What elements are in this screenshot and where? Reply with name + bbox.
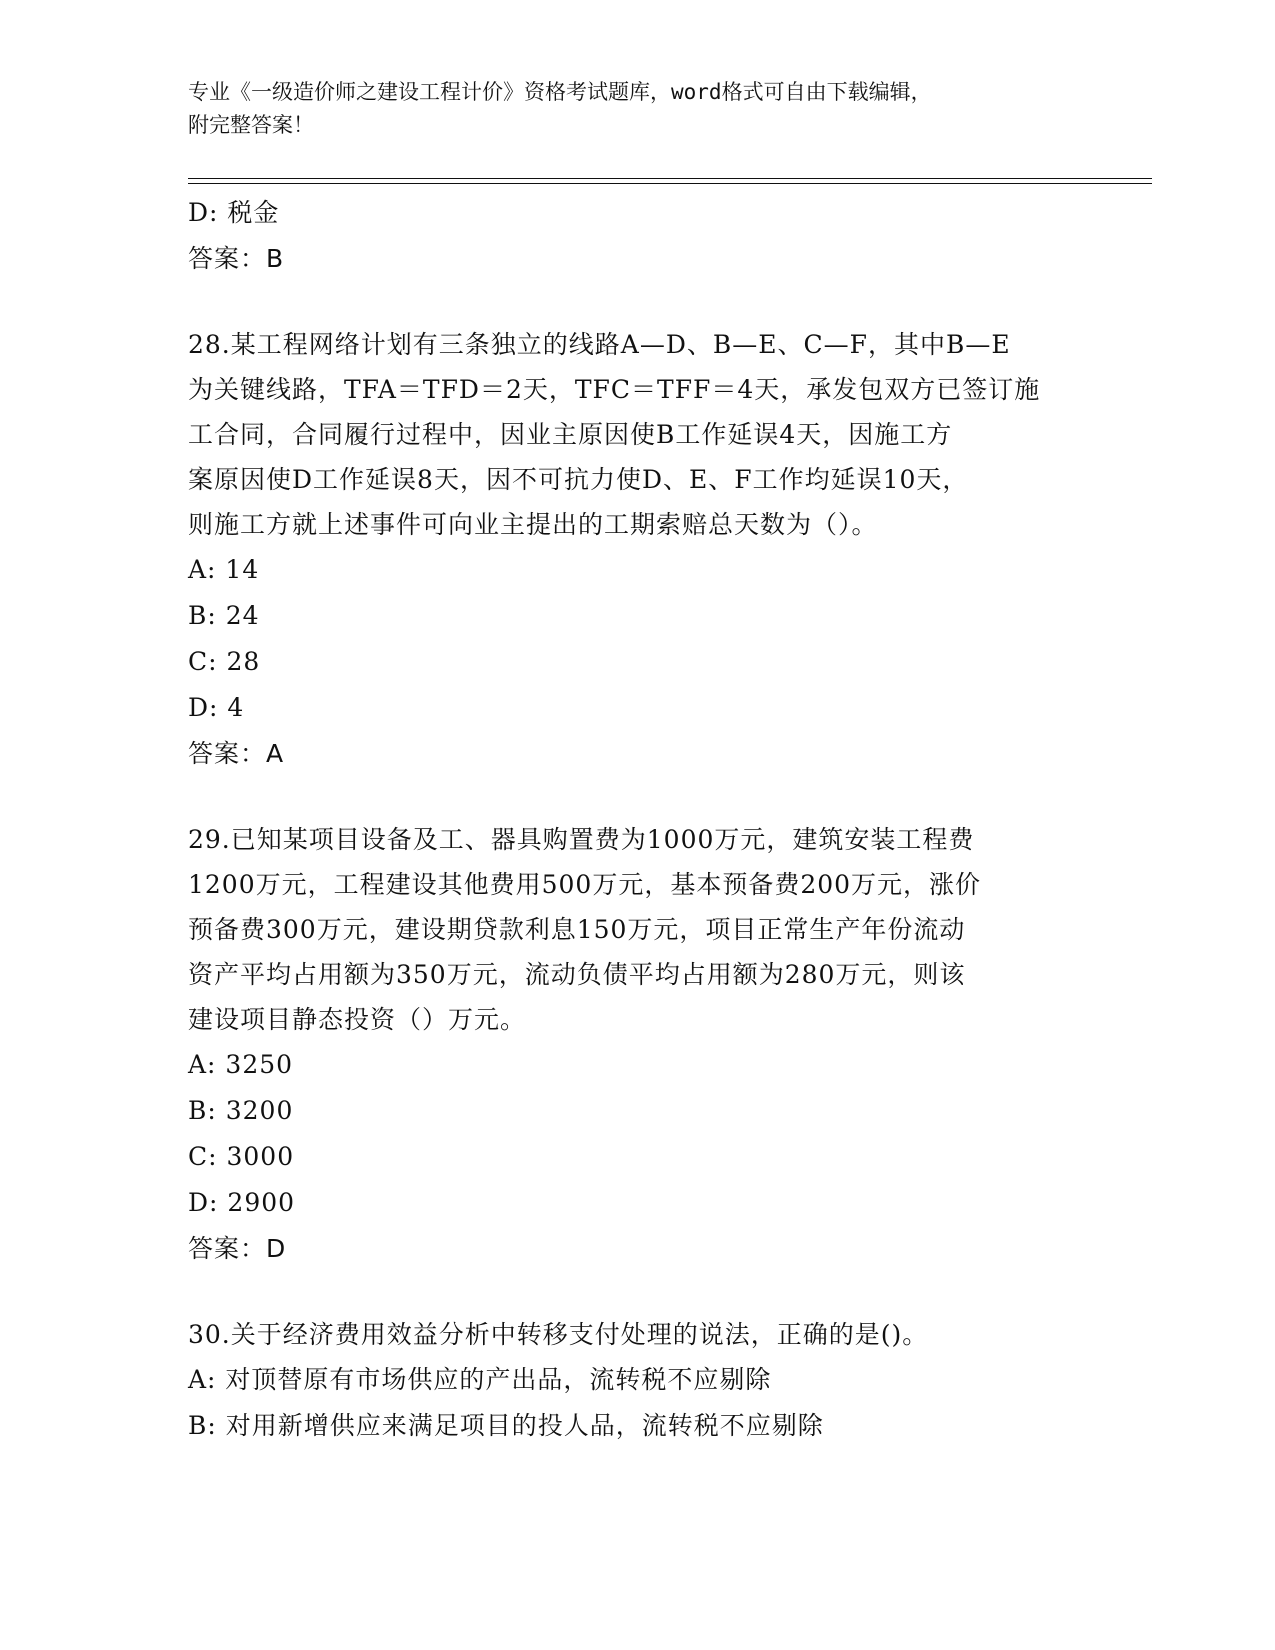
q28-option-d: D: 4 <box>188 693 245 722</box>
header-line-2: 附完整答案！ <box>188 113 314 137</box>
q29-stem-line: 1200万元，工程建设其他费用500万元，基本预备费200万元，涨价 <box>188 870 982 899</box>
q28-stem-line: 28.某工程网络计划有三条独立的线路A—D、B—E、C—F，其中B—E <box>188 330 1011 359</box>
q27-answer: 答案：B <box>188 244 285 273</box>
document-header <box>188 76 1068 142</box>
q29-option-d: D: 2900 <box>188 1188 296 1217</box>
q30-stem <box>188 1312 1088 1357</box>
q29-stem-line: 建设项目静态投资（）万元。 <box>188 1005 527 1034</box>
q30-option-b: B: 对用新增供应来满足项目的投人品，流转税不应剔除 <box>188 1411 824 1440</box>
q28-stem-line: 则施工方就上述事件可向业主提出的工期索赔总天数为（）。 <box>188 510 878 539</box>
question-content <box>188 190 1088 1449</box>
spacer <box>188 282 1088 322</box>
q28-option-c: C: 28 <box>188 647 261 676</box>
q29-option-c: C: 3000 <box>188 1142 295 1171</box>
q29-stem <box>188 817 1088 1042</box>
q29-stem-line: 资产平均占用额为350万元，流动负债平均占用额为280万元，则该 <box>188 960 966 989</box>
q29-stem-line: 预备费300万元，建设期贷款利息150万元，项目正常生产年份流动 <box>188 915 966 944</box>
q28-stem <box>188 322 1088 547</box>
q28-stem-line: 案原因使D工作延误8天，因不可抗力使D、E、F工作均延误10天， <box>188 465 969 494</box>
q29-stem-line: 29.已知某项目设备及工、器具购置费为1000万元，建筑安装工程费 <box>188 825 975 854</box>
q29-answer: 答案：D <box>188 1234 287 1263</box>
spacer <box>188 1272 1088 1312</box>
q29-option-a: A: 3250 <box>188 1050 294 1079</box>
q28-answer: 答案：A <box>188 739 285 768</box>
q27-option-d: D: 税金 <box>188 198 280 227</box>
q30-stem-line: 30.关于经济费用效益分析中转移支付处理的说法，正确的是()。 <box>188 1320 929 1349</box>
q29-option-b: B: 3200 <box>188 1096 294 1125</box>
header-divider-bottom <box>188 183 1152 184</box>
q28-option-b: B: 24 <box>188 601 260 630</box>
q30-option-a: A: 对顶替原有市场供应的产出品，流转税不应剔除 <box>188 1365 772 1394</box>
q28-stem-line: 工合同，合同履行过程中，因业主原因使B工作延误4天，因施工方 <box>188 420 953 449</box>
header-divider-top <box>188 178 1152 179</box>
spacer <box>188 777 1088 817</box>
header-line-1: 专业《一级造价师之建设工程计价》资格考试题库，word格式可自由下载编辑， <box>188 80 932 104</box>
q28-option-a: A: 14 <box>188 555 260 584</box>
q28-stem-line: 为关键线路，TFA＝TFD＝2天，TFC＝TFF＝4天，承发包双方已签订施 <box>188 375 1041 404</box>
